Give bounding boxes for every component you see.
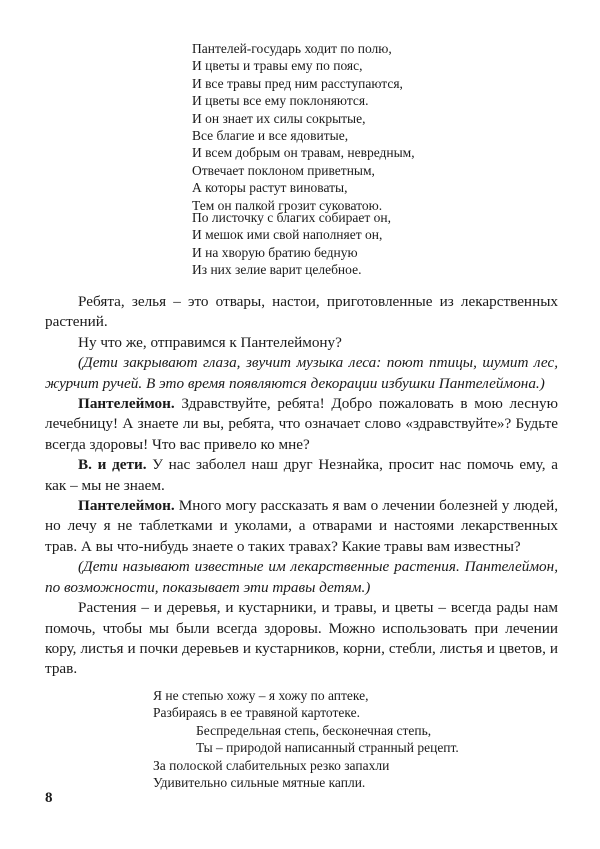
poem-line: Пантелей-государь ходит по полю, xyxy=(192,41,392,56)
dialogue-text: Много могу рассказать я вам о лечении болезней у людей, но лечу я не таблетками и уколами, а отварами и настоями лекарственных трав. А вы что-нибудь знаете о таких травах? Какие травы вам известны? xyxy=(45,497,558,555)
poem-line: А которы растут виноваты, xyxy=(192,180,348,196)
page-number: 8 xyxy=(45,790,53,806)
paragraph-potions: Ребята, зелья – это отвары, настои, приготовленные из лекарственных растений. xyxy=(45,293,558,331)
paragraph-plants: Растения – и деревья, и кустарники, и травы, и цветы – всегда рады нам помочь, чтобы мы были всегда здоровы. Можно использовать при лечении кору, листья и почки деревьев и кустарников, корни, стебли, листья и цветов, и трав. xyxy=(45,599,558,678)
dialogue-text: У нас заболел наш друг Незнайка, просит нас помочь ему, а как – мы не знаем. xyxy=(45,456,558,494)
poem-stanza-1 xyxy=(192,40,415,214)
poem-line: Из них зелие варит целебное. xyxy=(192,262,362,278)
poem-line: За полоской слабительных резко запахли xyxy=(153,757,390,773)
dialogue-text: Здравствуйте, ребята! Добро пожаловать в мою лесную лечебницу! А знаете ли вы, ребята, что означает слово «здравствуйте»? Будьте всегда здоровы! Что вас привело ко мне? xyxy=(45,395,558,453)
paragraph-question: Ну что же, отправимся к Пантелеймону? xyxy=(78,333,342,351)
dialogue-panteleimon-herbs xyxy=(45,496,558,557)
speaker-name: В. и дети. xyxy=(78,456,147,474)
poem-stanza-2 xyxy=(192,209,391,279)
dialogue-children xyxy=(45,455,558,496)
poem-line: Все благие и все ядовитые, xyxy=(192,128,349,144)
dialogue-panteleimon-greeting xyxy=(45,394,558,455)
poem-line: И мешок ими свой наполняет он, xyxy=(192,227,383,243)
poem-line: И цветы все ему поклоняются. xyxy=(192,93,369,109)
poem-line: И все травы пред ним расступаются, xyxy=(192,75,403,91)
poem-line: И на хворую братию бедную xyxy=(192,244,358,260)
poem-line: Я не степью хожу – я хожу по аптеке, xyxy=(153,688,369,703)
poem-line: По листочку с благих собирает он, xyxy=(192,210,391,225)
poem-line: И всем добрым он травам, невредным, xyxy=(192,145,415,161)
prose-section xyxy=(45,292,558,680)
poem-line: Разбираясь в ее травяной картотеке. xyxy=(153,705,360,721)
poem-line: Удивительно сильные мятные капли. xyxy=(153,775,366,791)
speaker-name: Пантелеймон. xyxy=(78,395,175,413)
poem-line: И он знает их силы сокрытые, xyxy=(192,110,366,126)
poem-line: Тем он палкой грозит суковатою. xyxy=(192,197,383,213)
poem-line: Отвечает поклоном приветным, xyxy=(192,162,375,178)
poem-line: Ты – природой написанный странный рецепт. xyxy=(196,740,459,756)
stage-direction: (Дети называют известные им лекарственные растения. Пантелеймон, по возможности, показывает эти травы детям.) xyxy=(45,558,558,596)
poem-pharmacy xyxy=(153,687,459,791)
poem-line: И цветы и травы ему по пояс, xyxy=(192,58,363,74)
poem-line: Беспредельная степь, бесконечная степь, xyxy=(196,722,432,738)
speaker-name: Пантелеймон. xyxy=(78,497,175,515)
stage-direction: (Дети закрывают глаза, звучит музыка леса: поют птицы, шумит лес, журчит ручей. В это время появляются декорации избушки Пантелеймона.) xyxy=(45,354,558,392)
